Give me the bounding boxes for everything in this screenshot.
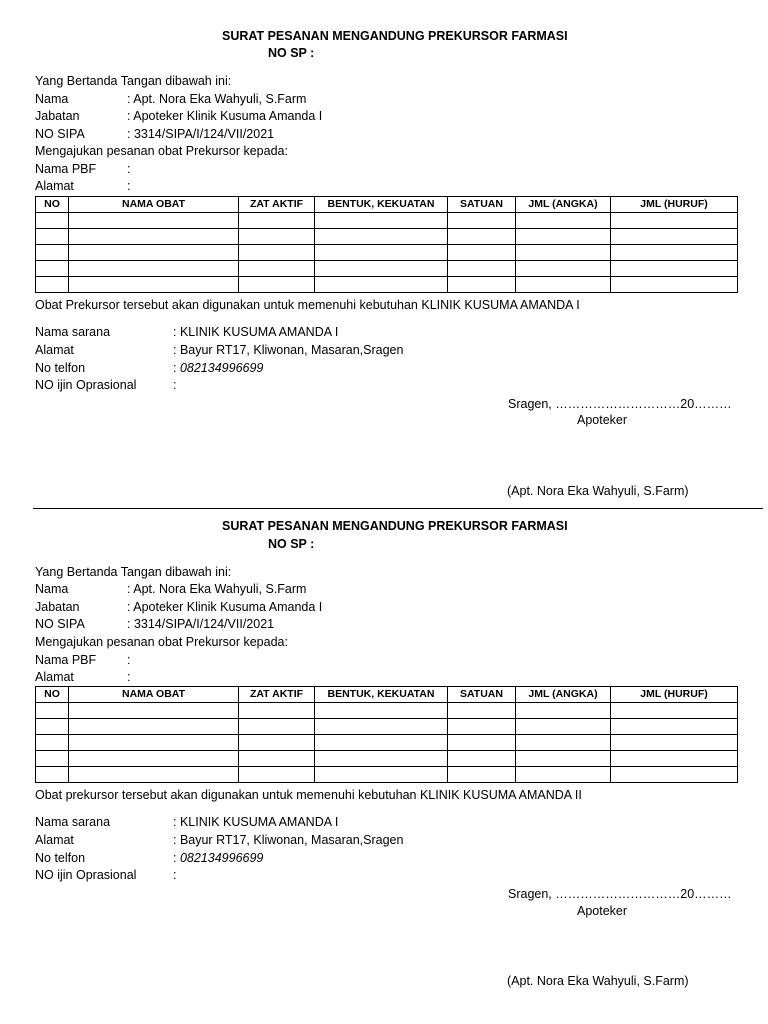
facility-phone-value: [173, 361, 263, 376]
col-header-no: NO: [36, 197, 69, 213]
facility-address-value: : Bayur RT17, Kliwonan, Masaran,Sragen: [173, 833, 404, 847]
table-cell[interactable]: [516, 719, 611, 735]
table-cell[interactable]: [315, 703, 448, 719]
table-cell[interactable]: [36, 261, 69, 277]
order-form-2: [0, 490, 768, 988]
table-cell[interactable]: [69, 703, 239, 719]
no-sp-label: NO SP :: [268, 537, 315, 551]
table-cell[interactable]: [239, 277, 315, 293]
table-cell[interactable]: [36, 229, 69, 245]
table-cell[interactable]: [448, 213, 516, 229]
table-row: [36, 229, 738, 245]
signer-position-value: : Apoteker Klinik Kusuma Amanda I: [127, 600, 323, 614]
table-cell[interactable]: [448, 735, 516, 751]
phone-colon: :: [173, 851, 180, 865]
table-cell[interactable]: [448, 703, 516, 719]
signer-position-label: Jabatan: [35, 109, 80, 123]
col-header-drug-name: NAMA OBAT: [69, 687, 239, 703]
table-cell[interactable]: [516, 213, 611, 229]
facility-phone-label: No telfon: [35, 361, 86, 375]
table-cell[interactable]: [69, 767, 239, 783]
table-cell[interactable]: [315, 213, 448, 229]
table-cell[interactable]: [448, 767, 516, 783]
table-cell[interactable]: [315, 245, 448, 261]
signer-sipa-label: NO SIPA: [35, 127, 85, 141]
order-form-1: [0, 0, 768, 498]
supplier-name-value: :: [127, 653, 131, 667]
facility-name-value: : KLINIK KUSUMA AMANDA I: [173, 815, 339, 829]
supplier-address-label: Alamat: [35, 179, 74, 193]
table-cell[interactable]: [448, 751, 516, 767]
table-cell[interactable]: [69, 213, 239, 229]
table-cell[interactable]: [315, 767, 448, 783]
table-cell[interactable]: [611, 751, 738, 767]
table-cell[interactable]: [69, 245, 239, 261]
table-cell[interactable]: [36, 751, 69, 767]
phone-number: 082134996699: [179, 851, 264, 865]
facility-address-label: Alamat: [35, 833, 74, 847]
table-cell[interactable]: [69, 751, 239, 767]
intro-line: Yang Bertanda Tangan dibawah ini:: [35, 565, 232, 579]
facility-phone-label: No telfon: [35, 851, 86, 865]
col-header-drug-name: NAMA OBAT: [69, 197, 239, 213]
table-cell[interactable]: [239, 751, 315, 767]
facility-license-value: :: [173, 378, 177, 392]
purpose-line: Obat prekursor tersebut akan digunakan untuk memenuhi kebutuhan KLINIK KUSUMA AMANDA II: [35, 788, 582, 802]
supplier-address-label: Alamat: [35, 670, 74, 684]
col-header-unit: SATUAN: [448, 197, 516, 213]
col-header-unit: SATUAN: [448, 687, 516, 703]
table-cell[interactable]: [239, 735, 315, 751]
table-cell[interactable]: [315, 261, 448, 277]
supplier-name-value: :: [127, 162, 131, 176]
signer-role: Apoteker: [577, 413, 628, 427]
table-cell[interactable]: [315, 229, 448, 245]
phone-colon: :: [173, 361, 180, 375]
place-date: Sragen, …………………………20………: [508, 887, 732, 901]
table-cell[interactable]: [516, 261, 611, 277]
signature-name: (Apt. Nora Eka Wahyuli, S.Farm): [507, 974, 689, 988]
signer-role: Apoteker: [577, 904, 628, 918]
facility-name-label: Nama sarana: [35, 815, 111, 829]
signer-sipa-value: : 3314/SIPA/I/124/VII/2021: [127, 617, 275, 631]
table-row: [36, 277, 738, 293]
request-line: Mengajukan pesanan obat Prekursor kepada:: [35, 144, 288, 158]
facility-license-label: NO ijin Oprasional: [35, 378, 137, 392]
table-cell[interactable]: [36, 735, 69, 751]
table-row: [36, 767, 738, 783]
table-cell[interactable]: [69, 735, 239, 751]
purpose-line: Obat Prekursor tersebut akan digunakan untuk memenuhi kebutuhan KLINIK KUSUMA AMANDA I: [35, 298, 580, 312]
table-cell[interactable]: [516, 245, 611, 261]
table-cell[interactable]: [239, 213, 315, 229]
col-header-qty-number: JML (ANGKA): [516, 687, 611, 703]
table-cell[interactable]: [36, 245, 69, 261]
table-cell[interactable]: [239, 767, 315, 783]
col-header-active-substance: ZAT AKTIF: [239, 687, 315, 703]
table-cell[interactable]: [239, 719, 315, 735]
table-cell[interactable]: [448, 261, 516, 277]
form-title: SURAT PESANAN MENGANDUNG PREKURSOR FARMASI: [222, 29, 568, 43]
table-cell[interactable]: [36, 719, 69, 735]
col-header-qty-words: JML (HURUF): [611, 687, 738, 703]
col-header-no: NO: [36, 687, 69, 703]
table-cell[interactable]: [239, 703, 315, 719]
table-cell[interactable]: [516, 767, 611, 783]
table-row: [36, 213, 738, 229]
order-table: [35, 686, 738, 783]
signer-sipa-value: : 3314/SIPA/I/124/VII/2021: [127, 127, 275, 141]
table-cell[interactable]: [611, 703, 738, 719]
table-cell[interactable]: [448, 229, 516, 245]
table-cell[interactable]: [611, 719, 738, 735]
col-header-form-strength: BENTUK, KEKUATAN: [315, 197, 448, 213]
table-cell[interactable]: [611, 767, 738, 783]
table-row: [36, 245, 738, 261]
table-cell[interactable]: [315, 719, 448, 735]
facility-name-value: : KLINIK KUSUMA AMANDA I: [173, 325, 339, 339]
signer-name-value: : Apt. Nora Eka Wahyuli, S.Farm: [127, 582, 307, 596]
facility-license-label: NO ijin Oprasional: [35, 868, 137, 882]
table-row: [36, 261, 738, 277]
table-cell[interactable]: [239, 229, 315, 245]
table-header-row: [36, 687, 738, 703]
table-cell[interactable]: [69, 277, 239, 293]
form-title: SURAT PESANAN MENGANDUNG PREKURSOR FARMASI: [222, 519, 568, 533]
facility-address-value: : Bayur RT17, Kliwonan, Masaran,Sragen: [173, 343, 404, 357]
table-cell[interactable]: [611, 229, 738, 245]
request-line: Mengajukan pesanan obat Prekursor kepada:: [35, 635, 288, 649]
facility-name-label: Nama sarana: [35, 325, 111, 339]
col-header-active-substance: ZAT AKTIF: [239, 197, 315, 213]
phone-number: 082134996699: [179, 361, 264, 375]
signer-name-value: : Apt. Nora Eka Wahyuli, S.Farm: [127, 92, 307, 106]
no-sp-label: NO SP :: [268, 46, 315, 60]
supplier-name-label: Nama PBF: [35, 162, 97, 176]
table-cell[interactable]: [448, 719, 516, 735]
table-cell[interactable]: [611, 277, 738, 293]
table-cell[interactable]: [516, 277, 611, 293]
table-cell[interactable]: [36, 703, 69, 719]
signer-name-label: Nama: [35, 582, 69, 596]
table-cell[interactable]: [315, 277, 448, 293]
table-cell[interactable]: [69, 261, 239, 277]
table-cell[interactable]: [611, 213, 738, 229]
table-cell[interactable]: [315, 735, 448, 751]
table-row: [36, 719, 738, 735]
signature-name: (Apt. Nora Eka Wahyuli, S.Farm): [507, 484, 689, 498]
signer-sipa-label: NO SIPA: [35, 617, 85, 631]
table-cell[interactable]: [36, 277, 69, 293]
table-cell[interactable]: [36, 767, 69, 783]
facility-license-value: :: [173, 868, 177, 882]
table-cell[interactable]: [516, 703, 611, 719]
table-cell[interactable]: [239, 245, 315, 261]
table-cell[interactable]: [516, 751, 611, 767]
table-row: [36, 751, 738, 767]
order-table: [35, 196, 738, 293]
signer-name-label: Nama: [35, 92, 69, 106]
col-header-qty-number: JML (ANGKA): [516, 197, 611, 213]
table-cell[interactable]: [611, 735, 738, 751]
table-cell[interactable]: [611, 245, 738, 261]
table-row: [36, 703, 738, 719]
table-cell[interactable]: [315, 751, 448, 767]
supplier-name-label: Nama PBF: [35, 653, 97, 667]
table-cell[interactable]: [448, 245, 516, 261]
table-header-row: [36, 197, 738, 213]
table-cell[interactable]: [36, 213, 69, 229]
table-cell[interactable]: [448, 277, 516, 293]
table-cell[interactable]: [239, 261, 315, 277]
signer-position-value: : Apoteker Klinik Kusuma Amanda I: [127, 109, 323, 123]
table-cell[interactable]: [611, 261, 738, 277]
facility-address-label: Alamat: [35, 343, 74, 357]
facility-phone-value: [173, 851, 263, 866]
col-header-qty-words: JML (HURUF): [611, 197, 738, 213]
intro-line: Yang Bertanda Tangan dibawah ini:: [35, 74, 232, 88]
supplier-address-value: :: [127, 670, 131, 684]
signer-position-label: Jabatan: [35, 600, 80, 614]
table-row: [36, 735, 738, 751]
table-cell[interactable]: [516, 229, 611, 245]
supplier-address-value: :: [127, 179, 131, 193]
table-cell[interactable]: [516, 735, 611, 751]
place-date: Sragen, …………………………20………: [508, 397, 732, 411]
col-header-form-strength: BENTUK, KEKUATAN: [315, 687, 448, 703]
table-cell[interactable]: [69, 719, 239, 735]
table-cell[interactable]: [69, 229, 239, 245]
